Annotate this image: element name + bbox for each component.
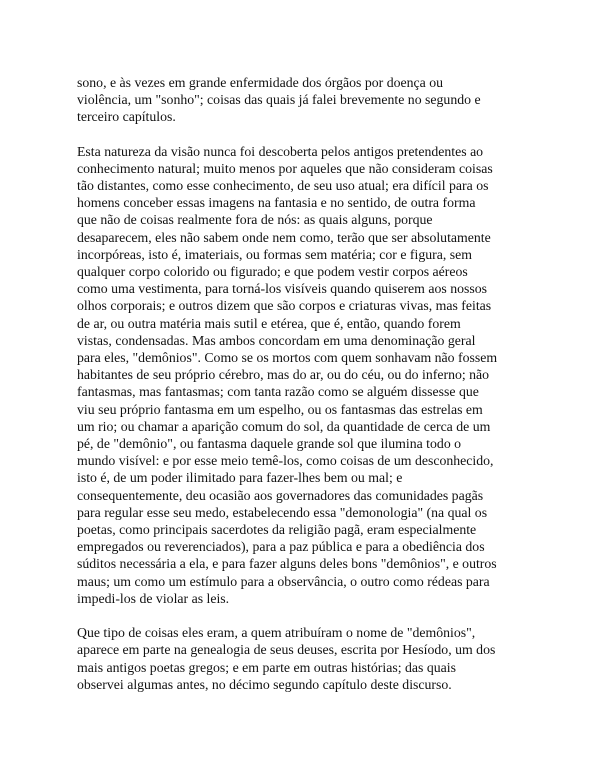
paragraph-2: Esta natureza da visão nunca foi descoberta pelos antigos pretendentes ao conhecimento natural; muito menos por aqueles que não consideram coisas tão distantes, como esse conhecimento, de seu uso atual; era difícil para os homens conceber essas imagens na fantasia e no sentido, de outra forma que não de coisas realmente fora de nós: as quais alguns, porque desaparecem, eles não sabem onde nem como, terão que ser absolutamente incorpóreas, isto é, imateriais, ou formas sem matéria; cor e figura, sem qualquer corpo colorido ou figurado; e que podem vestir corpos aéreos como uma vestimenta, para torná-los visíveis quando quiserem aos nossos olhos corporais; e outros dizem que são corpos e criaturas vivas, mas feitas de ar, ou outra matéria mais sutil e etérea, que é, então, quando forem vistas, condensadas. Mas ambos concordam em uma denominação geral para eles, "demônios". Como se os mortos com quem sonhavam não fossem habitantes de seu próprio cérebro, mas do ar, ou do céu, ou do inferno; não fantasmas, mas fantasmas; com tanta razão como se alguém dissesse que viu seu próprio fantasma em um espelho, ou os fantasmas das estrelas em um rio; ou chamar a aparição comum do sol, da quantidade de cerca de um pé, de "demônio", ou fantasma daquele grande sol que ilumina todo o mundo visível: e por esse meio temê-los, como coisas de um desconhecido, isto é, de um poder ilimitado para fazer-lhes bem ou mal; e consequentemente, deu ocasião aos governadores das comunidades pagãs para regular esse seu medo, estabelecendo essa "demonologia" (na qual os poetas, como principais sacerdotes da religião pagã, eram especialmente empregados ou reverenciados), para a paz pública e para a obediência dos súditos necessária a ela, e para fazer alguns deles bons "demônios", e outros maus; um como um estímulo para a observância, o outro como rédeas para impedi-los de violar as leis. [77, 143, 498, 606]
paragraph-3: Que tipo de coisas eles eram, a quem atribuíram o nome de "demônios", aparece em parte na genealogia de seus deuses, escrita por Hesíodo, um dos mais antigos poetas gregos; e em parte em outras histórias; das quais observei algumas antes, no décimo segundo capítulo deste discurso. [77, 625, 496, 692]
paragraph-1: sono, e às vezes em grande enfermidade dos órgãos por doença ou violência, um "sonho"; coisas das quais já falei brevemente no segundo e terceiro capítulos. [77, 75, 481, 125]
document-page [77, 74, 527, 710]
